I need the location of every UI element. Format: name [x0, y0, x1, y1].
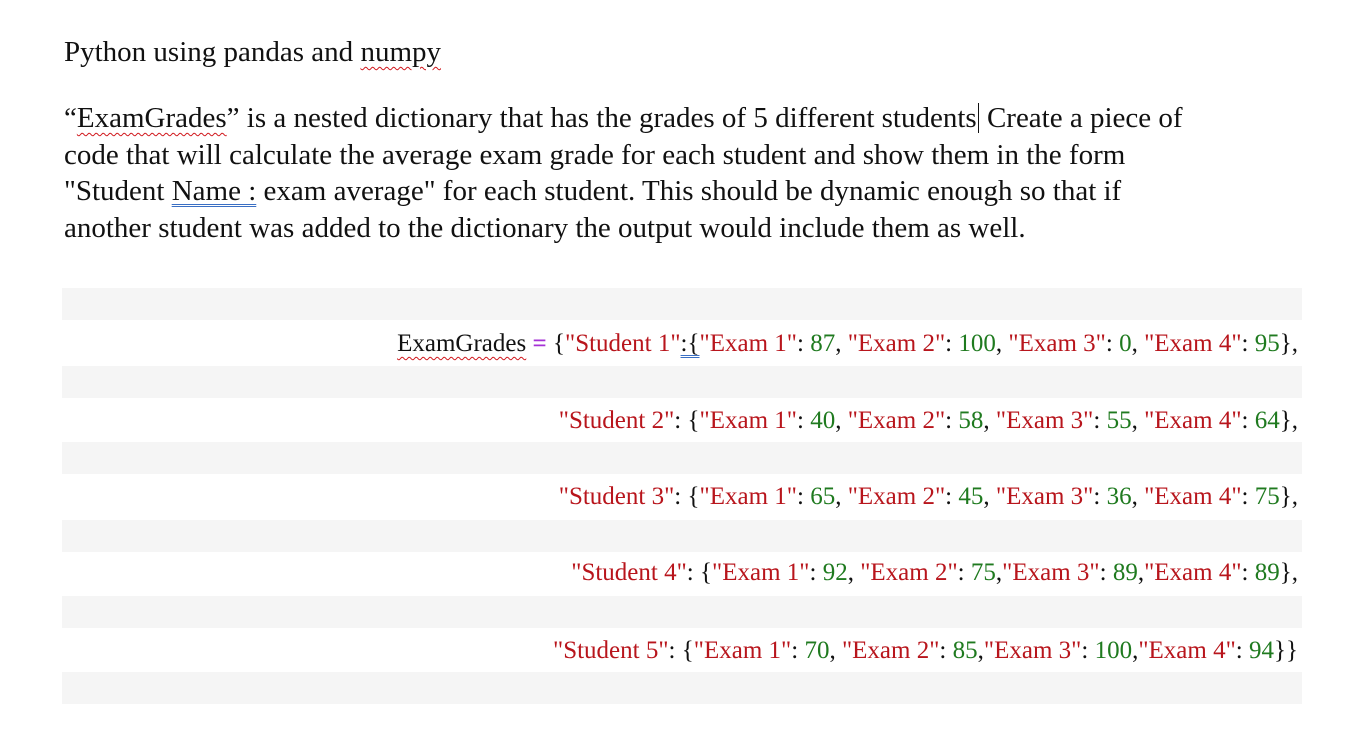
code-exam-key: "Exam 1" — [699, 483, 797, 510]
code-line — [62, 399, 1302, 443]
code-exam-score: 100 — [1094, 637, 1133, 664]
code-exam-score: 85 — [952, 637, 978, 664]
code-separator: : { — [674, 407, 700, 434]
code-comma: , — [829, 637, 842, 664]
paragraph-line-2: code that will calculate the average exam grade for each student and show them in the form — [64, 138, 1126, 171]
code-colon: : — [957, 559, 971, 586]
code-student-key: "Student 4" — [571, 559, 687, 586]
code-closing: }} — [1274, 637, 1298, 664]
code-colon: : — [945, 330, 959, 357]
code-comma: , — [1137, 559, 1145, 586]
code-comma: , — [995, 330, 1009, 357]
paragraph-line-3 — [64, 173, 1314, 210]
code-colon: : — [939, 637, 953, 664]
code-comma: , — [977, 637, 984, 664]
code-comma: , — [995, 559, 1003, 586]
code-line — [62, 629, 1302, 673]
code-band — [62, 366, 1302, 398]
document-heading — [64, 32, 441, 72]
code-separator: : { — [686, 559, 712, 586]
code-comma: , — [835, 407, 848, 434]
code-exam-key: "Exam 2" — [841, 637, 940, 664]
code-exam-score: 58 — [958, 407, 984, 434]
code-comma: , — [835, 330, 848, 357]
code-colon: : — [809, 559, 823, 586]
code-exam-key: "Exam 2" — [847, 407, 946, 434]
code-comma: , — [983, 483, 996, 510]
code-exam-score: 45 — [958, 483, 984, 510]
code-colon: : — [1241, 330, 1255, 357]
code-exam-key: "Exam 1" — [699, 407, 797, 434]
code-colon: : — [791, 637, 805, 664]
code-exam-key: "Exam 4" — [1144, 483, 1242, 510]
code-exam-key: "Exam 2" — [847, 330, 946, 357]
code-colon: : — [796, 483, 811, 510]
code-line — [62, 475, 1302, 519]
code-colon: : — [1093, 483, 1107, 510]
code-comma: , — [1131, 330, 1145, 357]
code-assign-operator: = — [526, 330, 553, 357]
code-brace: { — [552, 330, 565, 357]
code-exam-key: "Exam 3" — [995, 407, 1094, 434]
heading-prefix: Python using pandas and — [64, 36, 361, 68]
code-student-key: "Student 2" — [558, 407, 675, 434]
code-exam-score: 40 — [810, 407, 836, 434]
code-exam-score: 55 — [1106, 407, 1132, 434]
code-colon: : — [1099, 559, 1113, 586]
code-exam-score: 64 — [1254, 407, 1280, 434]
code-colon: : — [1093, 407, 1107, 434]
code-comma: , — [1132, 637, 1139, 664]
problem-paragraph — [64, 100, 1314, 246]
code-exam-score: 95 — [1254, 330, 1280, 357]
paragraph-text-3b: exam average" for each student. This should be dynamic enough so that if — [256, 175, 1122, 207]
code-separator: :{ — [680, 330, 700, 357]
code-exam-score: 100 — [958, 330, 996, 357]
paragraph-line-1 — [64, 100, 1314, 137]
code-comma: , — [847, 559, 861, 586]
code-band — [62, 672, 1302, 704]
code-exam-key: "Exam 4" — [1138, 637, 1236, 664]
code-exam-score: 75 — [1254, 483, 1280, 510]
paragraph-text-1b: ” is a nested dictionary that has the grades of 5 different students — [226, 102, 977, 134]
paragraph-text-3a: "Student — [64, 175, 172, 207]
code-exam-key: "Exam 2" — [847, 483, 946, 510]
code-exam-key: "Exam 3" — [1008, 330, 1106, 357]
code-exam-score: 65 — [810, 483, 836, 510]
code-exam-key: "Exam 1" — [699, 330, 797, 357]
code-colon: : — [796, 407, 811, 434]
code-exam-score: 0 — [1119, 330, 1132, 357]
code-separator: : { — [674, 483, 700, 510]
code-colon: : — [1241, 407, 1255, 434]
code-closing: }, — [1279, 559, 1298, 586]
code-colon: : — [945, 483, 959, 510]
code-line — [62, 322, 1302, 366]
code-exam-key: "Exam 2" — [860, 559, 958, 586]
code-exam-score: 89 — [1112, 559, 1138, 586]
code-exam-key: "Exam 4" — [1144, 559, 1242, 586]
code-exam-score: 75 — [970, 559, 996, 586]
code-student-key: "Student 1" — [564, 330, 681, 357]
code-exam-score: 94 — [1249, 637, 1274, 664]
code-line — [62, 551, 1302, 595]
heading-lib-name: numpy — [360, 36, 441, 68]
paragraph-text-1c: Create a piece of — [979, 102, 1183, 134]
code-block — [62, 288, 1302, 704]
code-colon: : — [1241, 559, 1255, 586]
code-comma: , — [835, 483, 848, 510]
code-colon: : — [1235, 637, 1249, 664]
code-exam-key: "Exam 4" — [1144, 330, 1242, 357]
code-exam-score: 87 — [810, 330, 836, 357]
code-separator: : { — [668, 637, 694, 664]
code-exam-key: "Exam 1" — [693, 637, 792, 664]
code-band — [62, 520, 1302, 552]
term-examgrades: ExamGrades — [76, 102, 227, 134]
paragraph-line-4: another student was added to the dictionary the output would include them as well. — [64, 211, 1026, 244]
code-exam-key: "Exam 4" — [1144, 407, 1242, 434]
code-exam-key: "Exam 3" — [1002, 559, 1100, 586]
code-colon: : — [1081, 637, 1095, 664]
code-exam-score: 89 — [1254, 559, 1280, 586]
code-colon: : — [1105, 330, 1120, 357]
code-band — [62, 596, 1302, 628]
code-student-key: "Student 5" — [552, 637, 669, 664]
code-comma: , — [1131, 483, 1145, 510]
code-student-key: "Student 3" — [558, 483, 675, 510]
code-comma: , — [983, 407, 996, 434]
code-exam-key: "Exam 1" — [712, 559, 810, 586]
code-band — [62, 288, 1302, 320]
code-variable-name: ExamGrades — [397, 330, 527, 357]
code-exam-score: 70 — [804, 637, 830, 664]
text-cursor — [978, 103, 979, 133]
open-quote: “ — [64, 102, 77, 134]
code-closing: }, — [1279, 330, 1298, 357]
code-exam-score: 36 — [1106, 483, 1132, 510]
code-closing: }, — [1279, 407, 1298, 434]
code-colon: : — [1241, 483, 1255, 510]
code-colon: : — [945, 407, 959, 434]
code-exam-key: "Exam 3" — [983, 637, 1082, 664]
code-exam-score: 92 — [822, 559, 848, 586]
code-comma: , — [1131, 407, 1145, 434]
code-band — [62, 442, 1302, 474]
code-exam-key: "Exam 3" — [995, 483, 1094, 510]
code-closing: }, — [1279, 483, 1298, 510]
code-colon: : — [796, 330, 811, 357]
student-name-underlined: Name : — [171, 175, 257, 207]
